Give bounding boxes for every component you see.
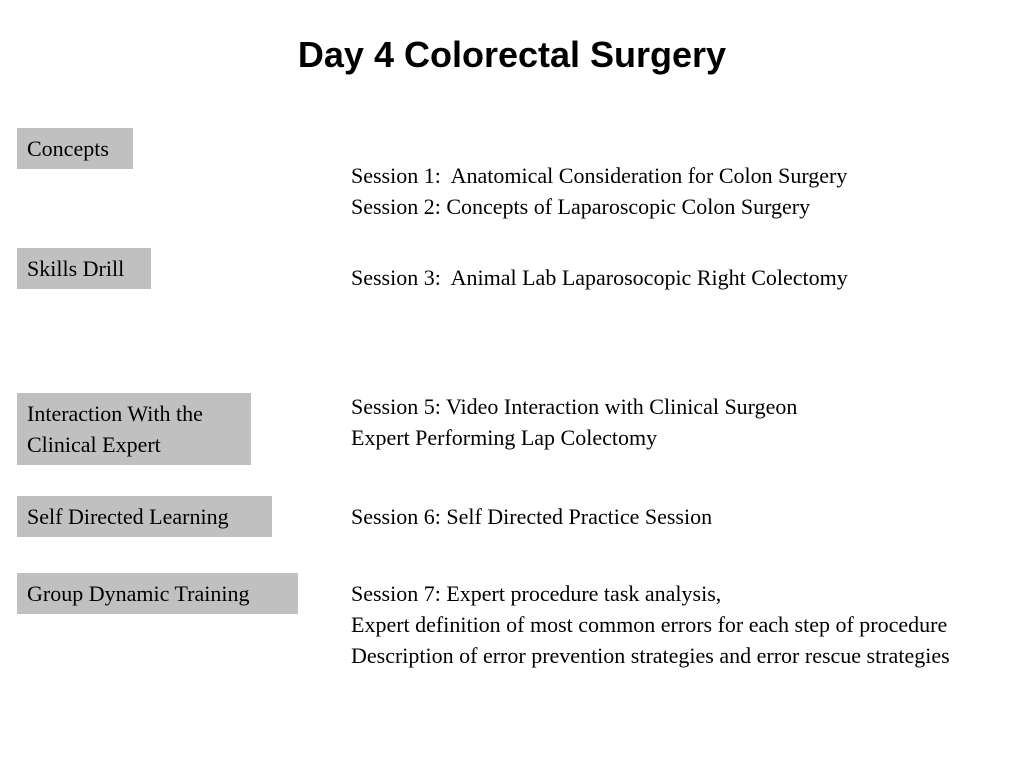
session-5-detail: Expert Performing Lap Colectomy [351,425,658,450]
category-skills-drill: Skills Drill [17,248,151,289]
sessions-group-dynamic [351,578,961,671]
session-2: Session 2: Concepts of Laparoscopic Colon Surgery [351,194,811,219]
category-interaction-with-clinical-expert [17,393,251,465]
sessions-concepts [351,160,971,222]
session-5: Session 5: Video Interaction with Clinical Surgeon [351,394,798,419]
sessions-self-directed [351,501,971,532]
session-7-errors: Expert definition of most common errors for each step of procedure [351,612,948,637]
session-7-strategies: Description of error prevention strategies and error rescue strategies [351,643,950,668]
sessions-skills-drill [351,262,971,293]
session-7: Session 7: Expert procedure task analysis, [351,581,722,606]
session-6: Session 6: Self Directed Practice Session [351,504,713,529]
sessions-interaction [351,391,971,453]
slide-title: Day 4 Colorectal Surgery [297,34,727,75]
category-interaction-line-2: Clinical Expert [27,432,161,457]
category-concepts: Concepts [17,128,133,169]
category-interaction-line-1: Interaction With the [27,401,203,426]
category-group-dynamic-training: Group Dynamic Training [17,573,298,614]
session-1: Session 1: Anatomical Consideration for Colon Surgery [351,163,848,188]
session-3: Session 3: Animal Lab Laparosocopic Right Colectomy [351,265,848,290]
category-self-directed-learning: Self Directed Learning [17,496,272,537]
